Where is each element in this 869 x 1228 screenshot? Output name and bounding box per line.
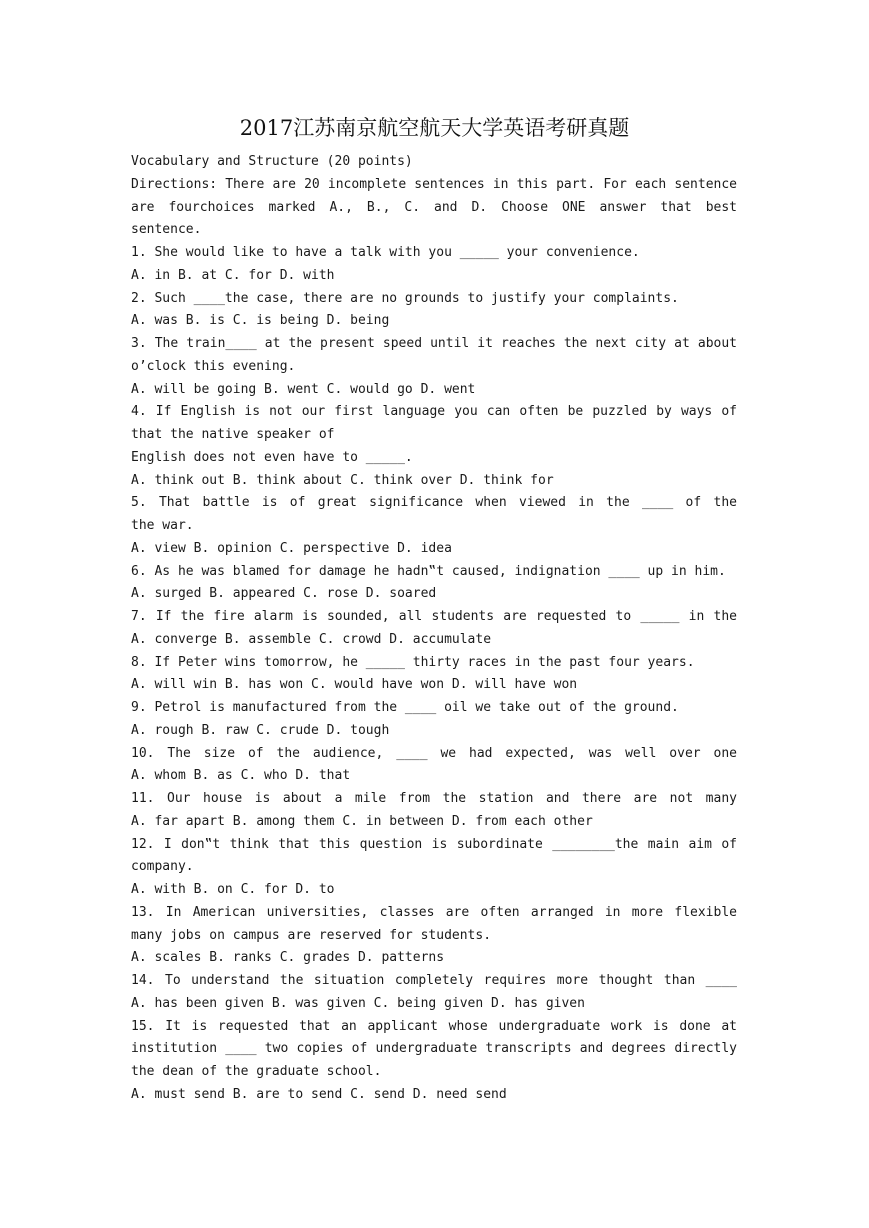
text-line: many jobs on campus are reserved for students. xyxy=(131,927,492,943)
text-line: A. whom B. as C. who D. that xyxy=(131,768,351,784)
text-line: 11. Our house is about a mile from the station and there are not many xyxy=(131,791,737,806)
text-line: A. with B. on C. for D. to xyxy=(131,882,335,897)
text-line: A. surged B. appeared C. rose D. soared xyxy=(131,586,437,602)
text-line: A. scales B. ranks C. grades D. patterns xyxy=(131,950,445,966)
text-line: 13. In American universities, classes are often arranged in more flexible xyxy=(131,904,737,920)
text-line: A. has been given B. was given C. being given D. has given xyxy=(131,995,585,1011)
text-line: English does not even have to _____. xyxy=(131,449,413,465)
page-title: 2017江苏南京航空航天大学英语考研真题 xyxy=(239,116,630,140)
text-line: 12. I don‟t think that this question is subordinate ________the main aim of xyxy=(131,836,737,852)
text-line: Directions: There are 20 incomplete sentences in this part. For each sentence xyxy=(131,176,737,192)
text-line: Vocabulary and Structure (20 points) xyxy=(131,154,413,169)
text-line: 9. Petrol is manufactured from the ____ oil we take out of the ground. xyxy=(131,700,679,715)
text-line: A. think out B. think about C. think over D. think for xyxy=(131,472,554,488)
text-line: the war. xyxy=(131,518,194,533)
text-line: 8. If Peter wins tomorrow, he _____ thirty races in the past four years. xyxy=(131,654,695,670)
text-line: 15. It is requested that an applicant whose undergraduate work is done at xyxy=(131,1018,737,1034)
text-line: A. was B. is C. is being D. being xyxy=(131,313,390,329)
document-body xyxy=(131,151,737,1107)
text-line: A. will be going B. went C. would go D. went xyxy=(131,381,476,397)
text-line: A. must send B. are to send C. send D. need send xyxy=(131,1086,507,1102)
text-line: 4. If English is not our first language you can often be puzzled by ways of xyxy=(131,404,737,420)
text-line: 7. If the fire alarm is sounded, all students are requested to _____ in the xyxy=(131,609,737,624)
text-line: are fourchoices marked A., B., C. and D. Choose ONE answer that best xyxy=(131,199,737,215)
text-line: 3. The train____ at the present speed until it reaches the next city at about xyxy=(131,336,737,351)
text-line: institution ____ two copies of undergraduate transcripts and degrees directly xyxy=(131,1041,737,1057)
text-line: A. far apart B. among them C. in between D. from each other xyxy=(131,813,593,829)
text-line: the dean of the graduate school. xyxy=(131,1064,382,1079)
text-line: o’clock this evening. xyxy=(131,358,296,374)
text-line: 6. As he was blamed for damage he hadn‟t caused, indignation ____ up in him. xyxy=(131,563,726,579)
text-line: A. in B. at C. for D. with xyxy=(131,267,335,283)
text-line: company. xyxy=(131,859,194,875)
text-line: A. rough B. raw C. crude D. tough xyxy=(131,722,390,738)
text-line: 1. She would like to have a talk with you _____ your convenience. xyxy=(131,245,640,260)
text-line: 10. The size of the audience, ____ we had expected, was well over one xyxy=(131,745,737,761)
text-line: 5. That battle is of great significance when viewed in the ____ of the xyxy=(131,495,737,511)
text-line: that the native speaker of xyxy=(131,427,335,442)
text-line: A. will win B. has won C. would have won D. will have won xyxy=(131,677,578,693)
text-line: 14. To understand the situation completely requires more thought than ____ xyxy=(131,973,737,988)
text-line: A. view B. opinion C. perspective D. idea xyxy=(131,540,452,556)
text-line: A. converge B. assemble C. crowd D. accumulate xyxy=(131,631,492,647)
text-line: 2. Such ____the case, there are no grounds to justify your complaints. xyxy=(131,290,679,306)
text-line: sentence. xyxy=(131,222,202,238)
